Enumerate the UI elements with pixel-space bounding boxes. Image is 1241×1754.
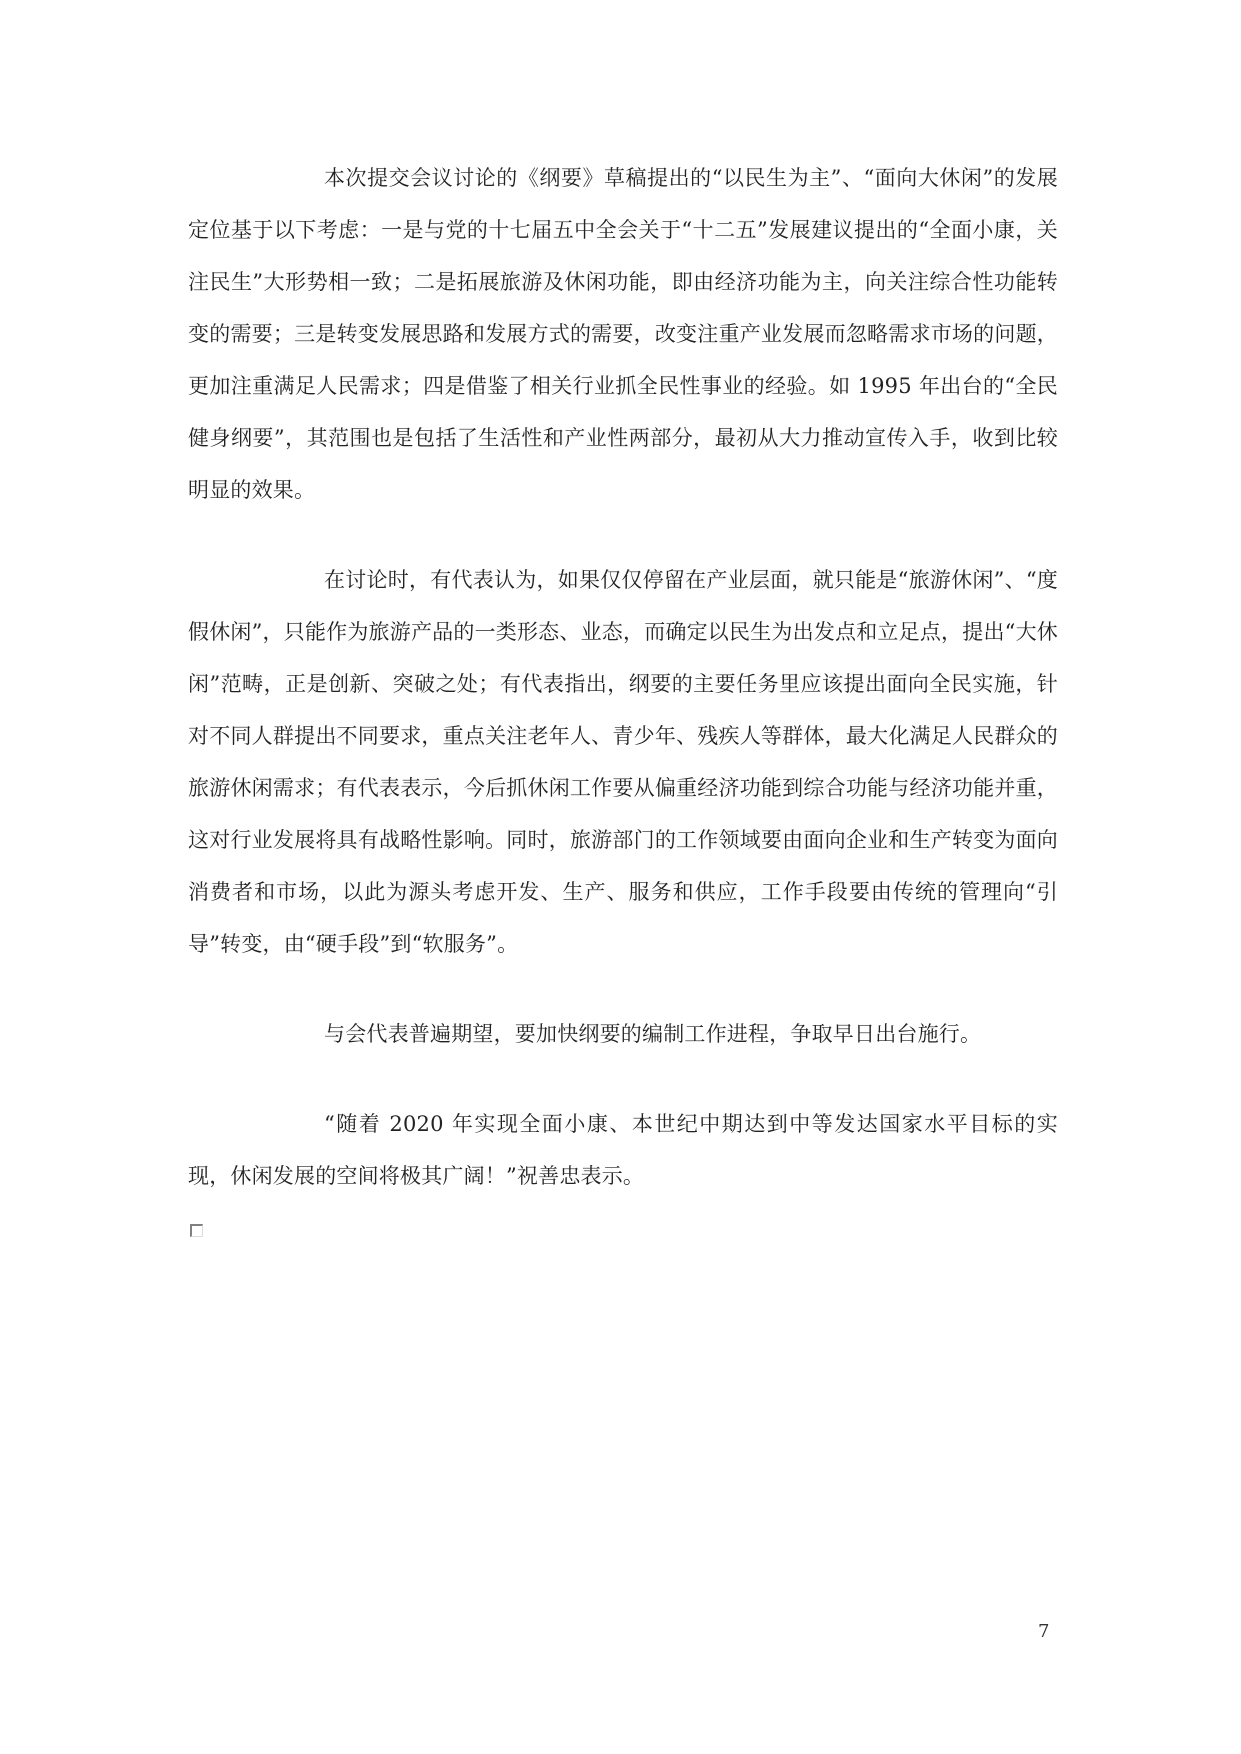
document-body xyxy=(188,152,1058,1240)
corner-marker-icon xyxy=(190,1224,203,1237)
paragraph-discussion: 在讨论时，有代表认为，如果仅仅停留在产业层面，就只能是“旅游休闲”、“度假休闲”，只能作为旅游产品的一类形态、业态，而确定以民生为出发点和立足点，提出“大休闲”范畴，正是创新、突破之处；有代表指出，纲要的主要任务里应该提出面向全民实施，针对不同人群提出不同要求，重点关注老年人、青少年、残疾人等群体，最大化满足人民群众的旅游休闲需求；有代表表示，今后抓休闲工作要从偏重经济功能到综合功能与经济功能并重，这对行业发展将具有战略性影响。同时，旅游部门的工作领域要由面向企业和生产转变为面向消费者和市场，以此为源头考虑开发、生产、服务和供应，工作手段要由传统的管理向“引导”转变，由“硬手段”到“软服务”。 xyxy=(188,568,1058,956)
page-number: 7 xyxy=(1038,1621,1050,1642)
paragraph-expectation: 与会代表普遍期望，要加快纲要的编制工作进程，争取早日出台施行。 xyxy=(324,1022,982,1046)
paragraph-development-positioning: 本次提交会议讨论的《纲要》草稿提出的“以民生为主”、“面向大休闲”的发展定位基于以下考虑：一是与党的十七届五中全会关于“十二五”发展建议提出的“全面小康，关注民生”大形势相一致；二是拓展旅游及休闲功能，即由经济功能为主，向关注综合性功能转变的需要；三是转变发展思路和发展方式的需要，改变注重产业发展而忽略需求市场的问题，更加注重满足人民需求；四是借鉴了相关行业抓全民性事业的经验。如 1995 年出台的“全民健身纲要”，其范围也是包括了生活性和产业性两部分，最初从大力推动宣传入手，收到比较明显的效果。 xyxy=(188,166,1058,502)
paragraph-quote: “随着 2020 年实现全面小康、本世纪中期达到中等发达国家水平目标的实现，休闲发展的空间将极其广阔！”祝善忠表示。 xyxy=(188,1112,1058,1188)
